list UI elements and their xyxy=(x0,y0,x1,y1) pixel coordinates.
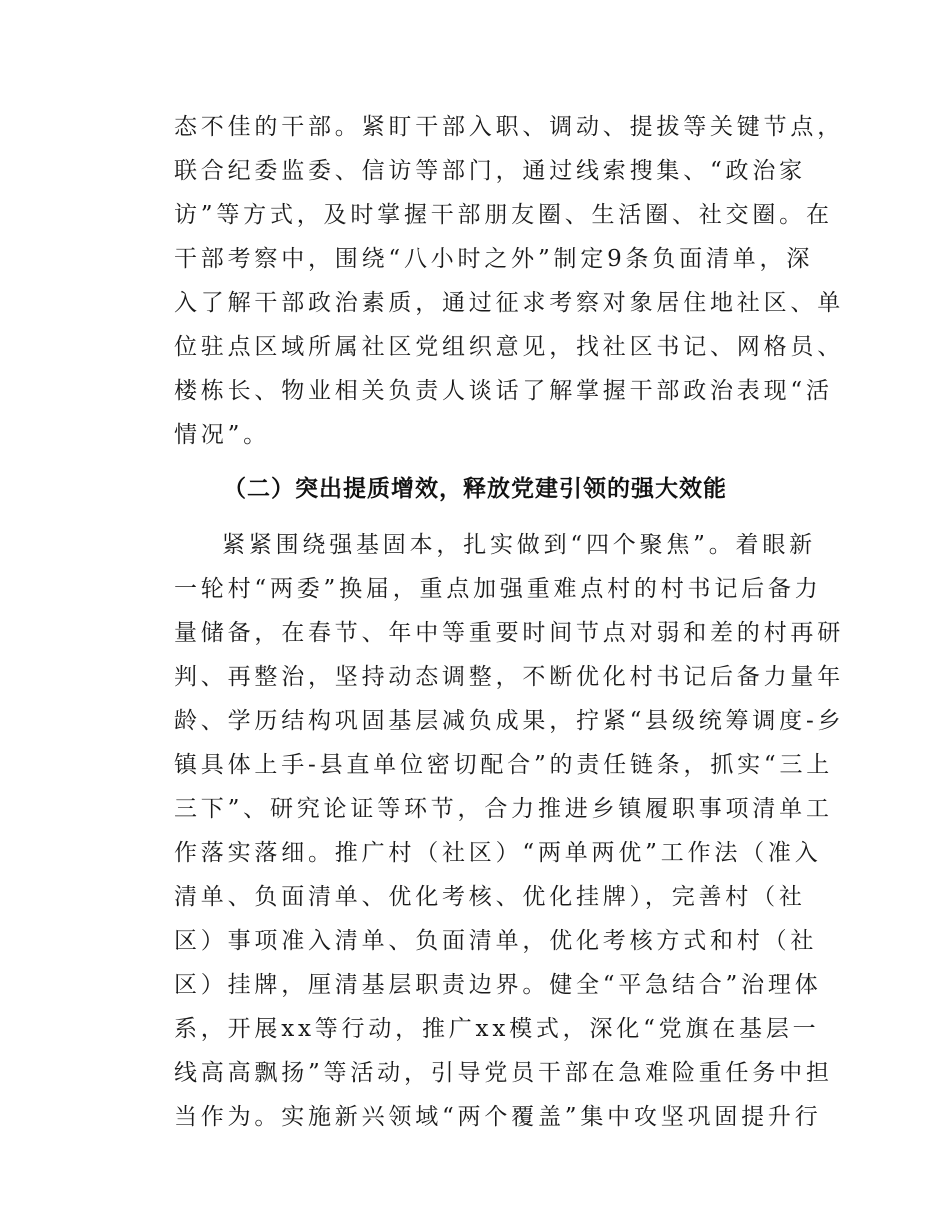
paragraph-line: 态不佳的干部。紧盯干部入职、调动、提拔等关键节点， xyxy=(174,114,844,140)
paragraph-line: 判、再整治，坚持动态调整，不断优化村书记后备力量年 xyxy=(174,664,844,690)
paragraph-line: 区）事项准入清单、负面清单，优化考核方式和村（社 xyxy=(174,928,818,954)
paragraph-line: 楼栋长、物业相关负责人谈话了解掌握干部政治表现“活 xyxy=(174,378,833,404)
paragraph-line: 清单、负面清单、优化考核、优化挂牌），完善村（社 xyxy=(174,884,806,910)
paragraph-line: 干部考察中，围绕“八小时之外”制定9条负面清单，深 xyxy=(174,246,814,272)
paragraph-line: 入了解干部政治素质，通过征求考察对象居住地社区、单 xyxy=(174,290,844,316)
paragraph-line: 镇具体上手-县直单位密切配合”的责任链条，抓实“三上 xyxy=(174,752,834,778)
paragraph-line: 访”等方式，及时掌握干部朋友圈、生活圈、社交圈。在 xyxy=(174,202,833,228)
paragraph-line: 一轮村“两委”换届，重点加强重难点村的村书记后备力 xyxy=(174,576,822,602)
section-heading: （二）突出提质增效，释放党建引领的强大效能 xyxy=(223,476,727,502)
paragraph-line: 紧紧围绕强基固本，扎实做到“四个聚焦”。着眼新 xyxy=(222,532,816,558)
paragraph-line: 位驻点区域所属社区党组织意见，找社区书记、网格员、 xyxy=(174,334,844,360)
paragraph-line: 情况”。 xyxy=(174,422,270,448)
paragraph-line: 三下”、研究论证等环节，合力推进乡镇履职事项清单工 xyxy=(174,796,833,822)
paragraph-line: 龄、学历结构巩固基层减负成果，拧紧“县级统筹调度-乡 xyxy=(174,708,845,734)
paragraph-line: 系，开展xx等行动，推广xx模式，深化“党旗在基层一 xyxy=(174,1016,820,1042)
paragraph-line: 区）挂牌，厘清基层职责边界。健全“平急结合”治理体 xyxy=(174,972,822,998)
paragraph-line: 作落实落细。推广村（社区）“两单两优”工作法（准入 xyxy=(174,840,822,866)
paragraph-line: 联合纪委监委、信访等部门，通过线索搜集、“政治家 xyxy=(174,158,806,184)
paragraph-line: 量储备，在春节、年中等重要时间节点对弱和差的村再研 xyxy=(174,620,844,646)
paragraph-line: 线高高飘扬”等活动，引导党员干部在急难险重任务中担 xyxy=(174,1060,833,1086)
paragraph-line: 当作为。实施新兴领域“两个覆盖”集中攻坚巩固提升行 xyxy=(174,1104,822,1130)
